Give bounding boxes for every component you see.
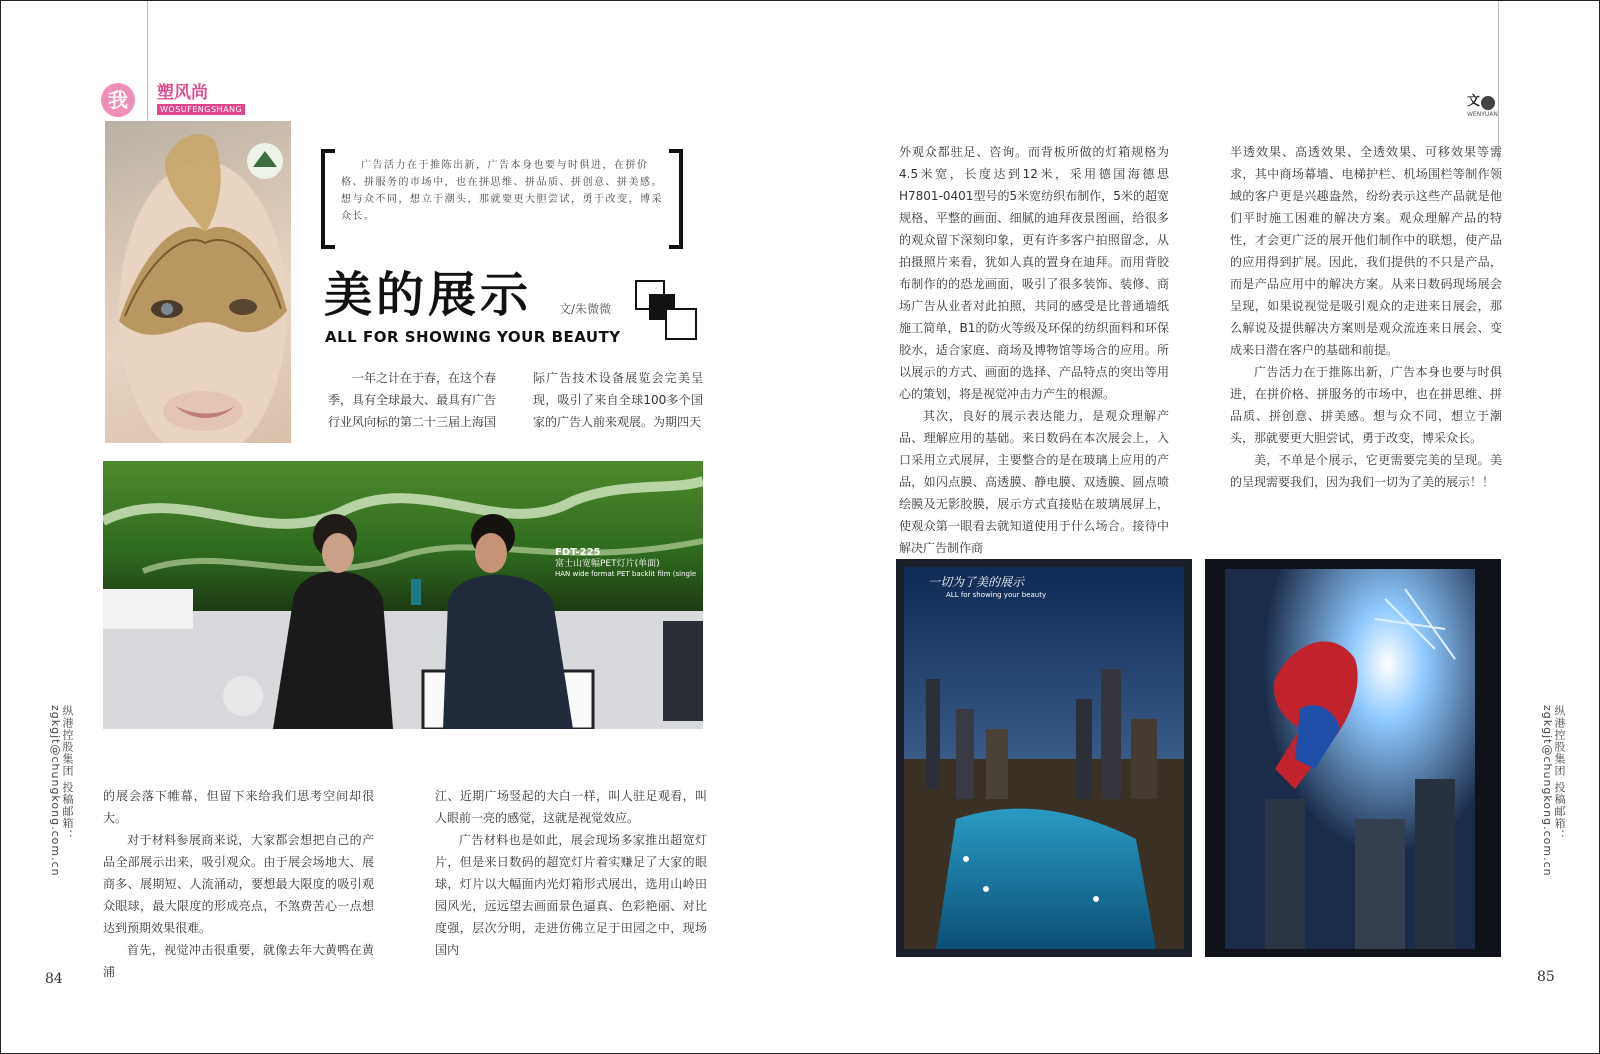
text-column-5: [899, 141, 1169, 559]
paragraph: 际广告技术设备展览会完美呈现，吸引了来自全球100多个国家的广告人前来观展。为期四天: [533, 371, 703, 429]
text-column-3: [103, 785, 374, 983]
page-number-left: 84: [45, 971, 63, 987]
booth-scene: [103, 461, 703, 729]
poster-title-en: ALL for showing your beauty: [946, 591, 1047, 599]
photo-masquerade-face: [105, 121, 291, 443]
booth-sign-en: HAN wide format PET backlit film (single: [555, 570, 697, 578]
text-column-1: [328, 367, 496, 433]
section-pinyin: WOSUFENGSHANG: [157, 104, 245, 115]
page-number-right: 85: [1537, 969, 1555, 985]
masquerade-illustration: [105, 121, 291, 443]
paragraph: 对于材料参展商来说，大家都会想把自己的产品全部展示出来，吸引观众。由于展会场地大、展商多、展期短、人流涌动，要想最大限度的吸引观众眼球，最大限度的形成亮点，不煞费苦心一点想达到预期效果很难。: [103, 833, 374, 935]
title-squares-decoration: [635, 280, 699, 342]
sidebar-contact-right: 纵港控股集团 投稿邮箱：zgkgjt@chungkong.com.cn: [1541, 705, 1566, 877]
article-subtitle-en: ALL FOR SHOWING YOUR BEAUTY: [325, 328, 621, 346]
paragraph: 的展会落下帷幕，但留下来给我们思考空间却很大。: [103, 789, 374, 825]
article-byline: 文/朱微微: [559, 302, 612, 316]
bracket-right: [669, 149, 683, 249]
sidebar-contact-left: 纵港控股集团 投稿邮箱：zgkgjt@chungkong.com.cn: [49, 705, 74, 877]
dubai-scene: [896, 559, 1192, 957]
spiderman-scene: [1205, 559, 1501, 957]
paragraph: 其次，良好的展示表达能力，是观众理解产品、理解应用的基础。来日数码在本次展会上，入口采用立式展屏，主要整合的是在玻璃上应用的产品，如闪点膜、高透膜、静电膜、双透膜、圆点喷绘膜及无影胶膜，展示方式直接贴在玻璃展屏上，使观众第一眼看去就知道使用于什么场合。接待中解决广告制作商: [899, 409, 1169, 555]
paragraph: 一年之计在于春，在这个春季，具有全球最大、最具有广告行业风向标的第二十三届上海国: [328, 371, 497, 429]
paragraph: 江、近期广场竖起的大白一样，叫人驻足观看，叫人眼前一亮的感觉，这就是视觉效应。: [435, 789, 707, 825]
section-title: 塑风尚: [157, 83, 208, 103]
section-header: [101, 83, 251, 119]
intro-quote-text: 广告活力在于推陈出新，广告本身也要与时俱进，在拼价格、拼服务的市场中，也在拼思维、拼品质、拼创意、拼美感。想与众不同，想立于潮头，那就要更大胆尝试，勇于改变，博采众长。: [341, 160, 663, 222]
bracket-left: [321, 149, 335, 249]
text-column-2: [533, 367, 703, 433]
article-title: 美的展示: [324, 267, 533, 323]
fold-line-right: [1498, 1, 1499, 161]
photo-exhibition-booth: [103, 461, 703, 729]
booth-sign-code: FDT-225: [555, 547, 601, 558]
paragraph: 外观众都驻足、咨询。而背板所做的灯箱规格为4.5米宽，长度达到12米，采用德国海德思H7801-0401型号的5米宽纺织布制作，5米的超宽规格、平整的画面、细腻的迪拜夜景图画，给很多的观众留下深刻印象，更有许多客户拍照留念，从拍摄照片来看，犹如人真的置身在迪拜。而用背胶布制作的的恐龙画面，吸引了很多装饰、装修、商场广告从业者对此拍照，共同的感受是比普通墙纸施工简单，B1的防火等级及环保的纺织面料和环保胶水，适合家庭、商场及博物馆等场合的应用。所以展示的方式、画面的选择、产品特点的突出等用心的策划，将是视觉冲击力产生的根源。: [899, 145, 1169, 401]
intro-quote-box: [321, 149, 683, 243]
text-column-6: [1230, 141, 1502, 493]
brand-sub: WENYUAN: [1467, 111, 1498, 118]
photo-spiderman-lightbox: [1205, 559, 1501, 957]
booth-sign-cn: 富士山宽幅PET灯片(单面): [555, 559, 660, 569]
paragraph: 广告活力在于推陈出新，广告本身也要与时俱进，在拼价格、拼服务的市场中，也在拼思维、拼品质、拼创意、拼美感。想与众不同，想立于潮头，那就要更大胆尝试，勇于改变，博采众长。: [1230, 365, 1502, 445]
brand-mark-char: 文: [1467, 94, 1481, 109]
paragraph: 半透效果、高透效果、全透效果、可移效果等需求，其中商场幕墙、电梯护栏、机场围栏等制作领域的客户更是兴趣盎然，纷纷表示这些产品就是他们平时施工困难的解决方案。观众理解产品的特性，才会更广泛的展开他们制作中的联想，使产品的应用得到扩展。因此，我们提供的不只是产品，而是产品应用中的解决方案。从来日数码现场展会呈现，如果说视觉是吸引观众的走进来日展会，那么解说及提供解决方案则是观众流连来日展会、变成来日潜在客户的基础和前提。: [1230, 145, 1502, 357]
paragraph: 美，不单是个展示，它更需要完美的呈现。美的呈现需要我们，因为我们一切为了美的展示！！: [1230, 453, 1502, 489]
brand-mark: [1467, 95, 1507, 121]
photo-dubai-lightbox: [896, 559, 1192, 957]
brand-logo-icon: [1481, 96, 1495, 110]
section-badge-char: 我: [108, 88, 128, 112]
section-badge: [101, 83, 135, 117]
paragraph: 广告材料也是如此，展会现场多家推出超宽灯片，但是来日数码的超宽灯片着实赚足了大家的眼球，灯片以大幅面内光灯箱形式展出，选用山岭田园风光，远远望去画面景色逼真、色彩艳丽、对比度强，层次分明，走进仿佛立足于田园之中，现场国内: [435, 833, 707, 957]
poster-title-cn: 一切为了美的展示: [928, 575, 1025, 589]
paragraph: 首先，视觉冲击很重要，就像去年大黄鸭在黄浦: [103, 943, 374, 979]
text-column-4: [435, 785, 707, 961]
